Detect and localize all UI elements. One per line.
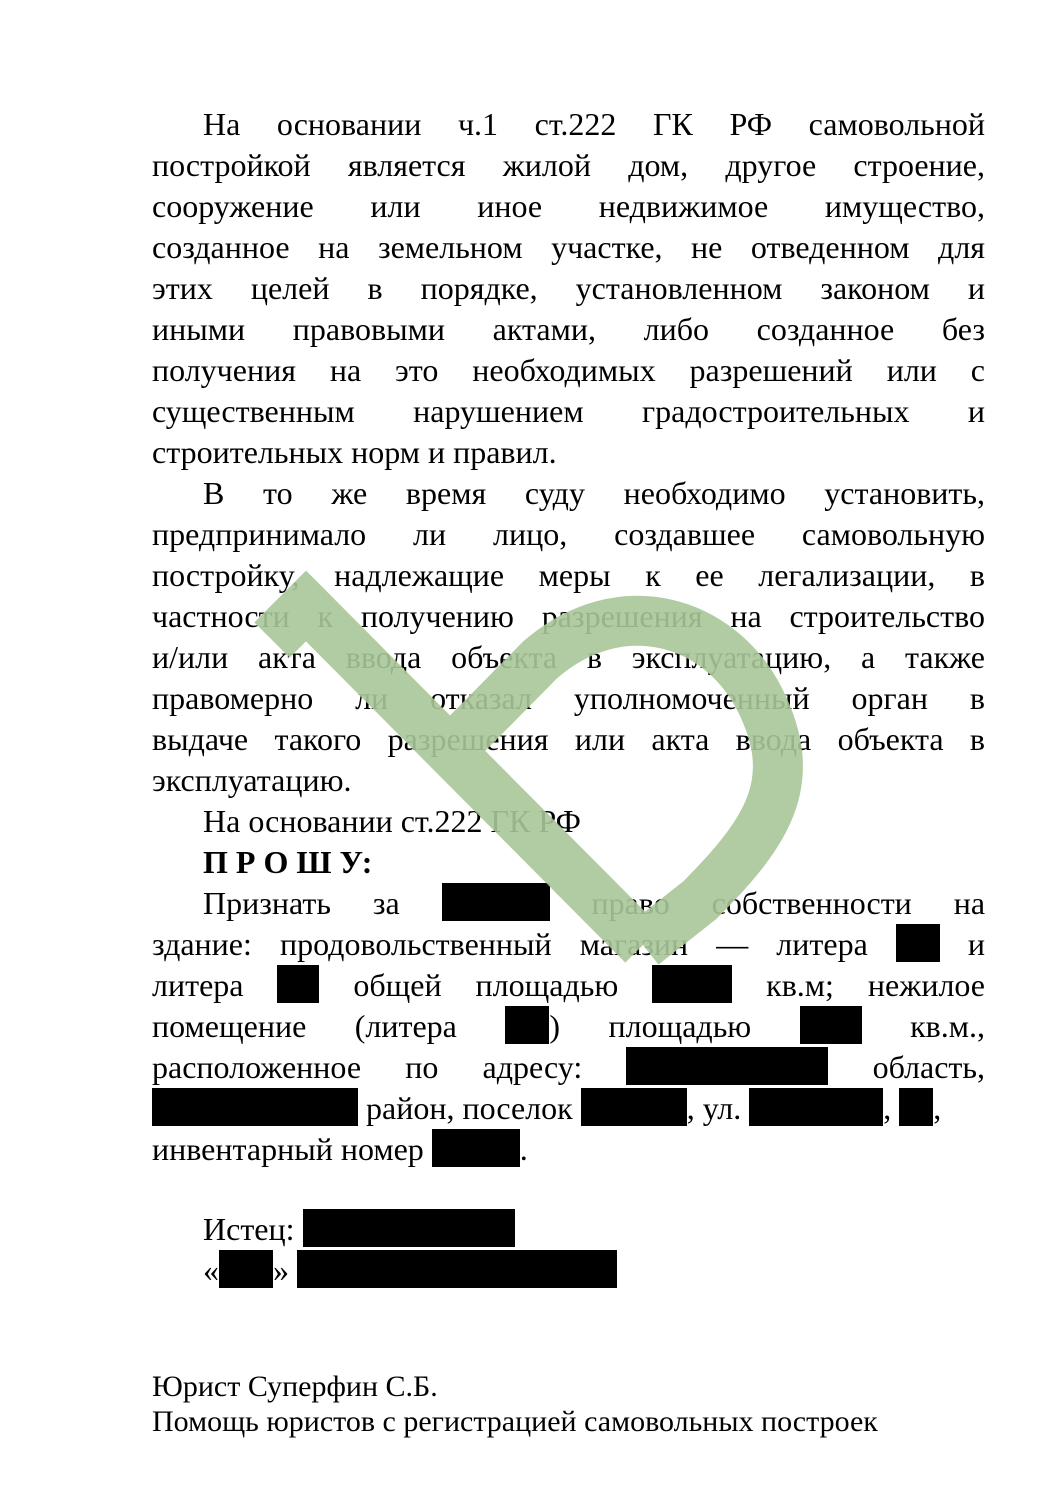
request-heading: П Р О Ш У: (203, 844, 373, 880)
plaintiff-line (203, 1209, 985, 1250)
request-line-5 (152, 1047, 985, 1088)
para1-line: постройкой является жилой дом, другое строение, (152, 147, 985, 183)
request-word: площадью (608, 1008, 752, 1044)
request-line-1 (203, 883, 985, 924)
redaction-block (581, 1088, 687, 1126)
para2-line: предпринимало ли лицо, создавшее самовольную (152, 516, 985, 552)
redaction-block (152, 1088, 358, 1126)
para1-line: строительных норм и правил. (152, 434, 557, 470)
request-word (355, 1008, 560, 1044)
footer-name: Юрист Суперфин С.Б. (152, 1370, 438, 1403)
request-word: продовольственный (279, 926, 552, 962)
para2-line: частности к получению разрешения на строительство (152, 598, 985, 634)
request-line-2 (152, 924, 985, 965)
para1-line: существенным нарушением градостроительных и (152, 393, 985, 429)
request-word: . (519, 1131, 528, 1167)
date-line (203, 1250, 985, 1291)
request-word: нежилое (867, 967, 985, 1003)
para2-line: В то же время суду необходимо установить, (203, 475, 985, 511)
request-line-3 (152, 965, 985, 1006)
legal-basis: На основании ст.222 ГК РФ (203, 803, 581, 839)
para1-line: получения на это необходимых разрешений или с (152, 352, 985, 388)
request-word: на (953, 885, 986, 921)
redaction-block (899, 1088, 933, 1126)
redaction-block (896, 924, 940, 962)
request-word: , (933, 1090, 942, 1126)
request-word: , (883, 1090, 892, 1126)
request-word: площадью (475, 967, 619, 1003)
para1-line: На основании ч.1 ст.222 ГК РФ самовольной (203, 106, 985, 142)
request-word: кв.м., (910, 1008, 986, 1044)
request-word: Признать (203, 885, 331, 921)
redaction-block (652, 965, 732, 1003)
request-word: собственности (711, 885, 912, 921)
request-word: литера (776, 926, 868, 962)
redaction-block (297, 1250, 617, 1288)
quote-close: » (273, 1252, 289, 1288)
para1-line: созданное на земельном участке, не отведенном для (152, 229, 985, 265)
request-word: по (405, 1049, 439, 1085)
redaction-block (749, 1088, 883, 1126)
plaintiff-label: Истец: (203, 1211, 295, 1247)
request-word: помещение (152, 1008, 307, 1044)
para1-line: сооружение или иное недвижимое имущество, (152, 188, 985, 224)
request-word: магазин (579, 926, 689, 962)
request-word: — (716, 926, 749, 962)
para2-line: правомерно ли отказал уполномоченный орган в (152, 680, 985, 716)
request-line-6 (152, 1088, 985, 1129)
request-word: , ул. (686, 1090, 742, 1126)
redaction-block (626, 1047, 828, 1085)
para2-line: постройку, надлежащие меры к ее легализации, в (152, 557, 985, 593)
request-word: общей (353, 967, 442, 1003)
redaction-block (277, 965, 319, 1003)
request-word: литера (152, 967, 244, 1003)
para1-line: этих целей в порядке, установленном законом и (152, 270, 985, 306)
para2-line: эксплуатацию. (152, 762, 352, 798)
request-word: и (967, 926, 986, 962)
redaction-block (219, 1250, 273, 1288)
request-word: область, (872, 1049, 985, 1085)
request-word: расположенное (152, 1049, 362, 1085)
request-line-4 (152, 1006, 985, 1047)
request-word: ) (549, 1008, 560, 1044)
footer-service: Помощь юристов с регистрацией самовольных построек (152, 1405, 878, 1438)
redaction-block (432, 1129, 520, 1167)
request-word: право (591, 885, 670, 921)
para2-line: выдаче такого разрешения или акта ввода объекта в (152, 721, 985, 757)
request-word: (литера (354, 1008, 457, 1044)
redaction-block (800, 1006, 862, 1044)
request-word: кв.м; (766, 967, 834, 1003)
redaction-block (505, 1006, 549, 1044)
request-word: район, поселок (366, 1090, 573, 1126)
para1-line: иными правовыми актами, либо созданное без (152, 311, 985, 347)
request-word: здание: (152, 926, 252, 962)
redaction-block (303, 1209, 515, 1247)
request-line-7 (152, 1129, 985, 1170)
para2-line: и/или акта ввода объекта в эксплуатацию, а также (152, 639, 985, 675)
quote-open: « (203, 1252, 219, 1288)
request-word: за (372, 885, 400, 921)
request-word: инвентарный номер (152, 1131, 424, 1167)
request-word: адресу: (482, 1049, 583, 1085)
redaction-block (442, 883, 550, 921)
